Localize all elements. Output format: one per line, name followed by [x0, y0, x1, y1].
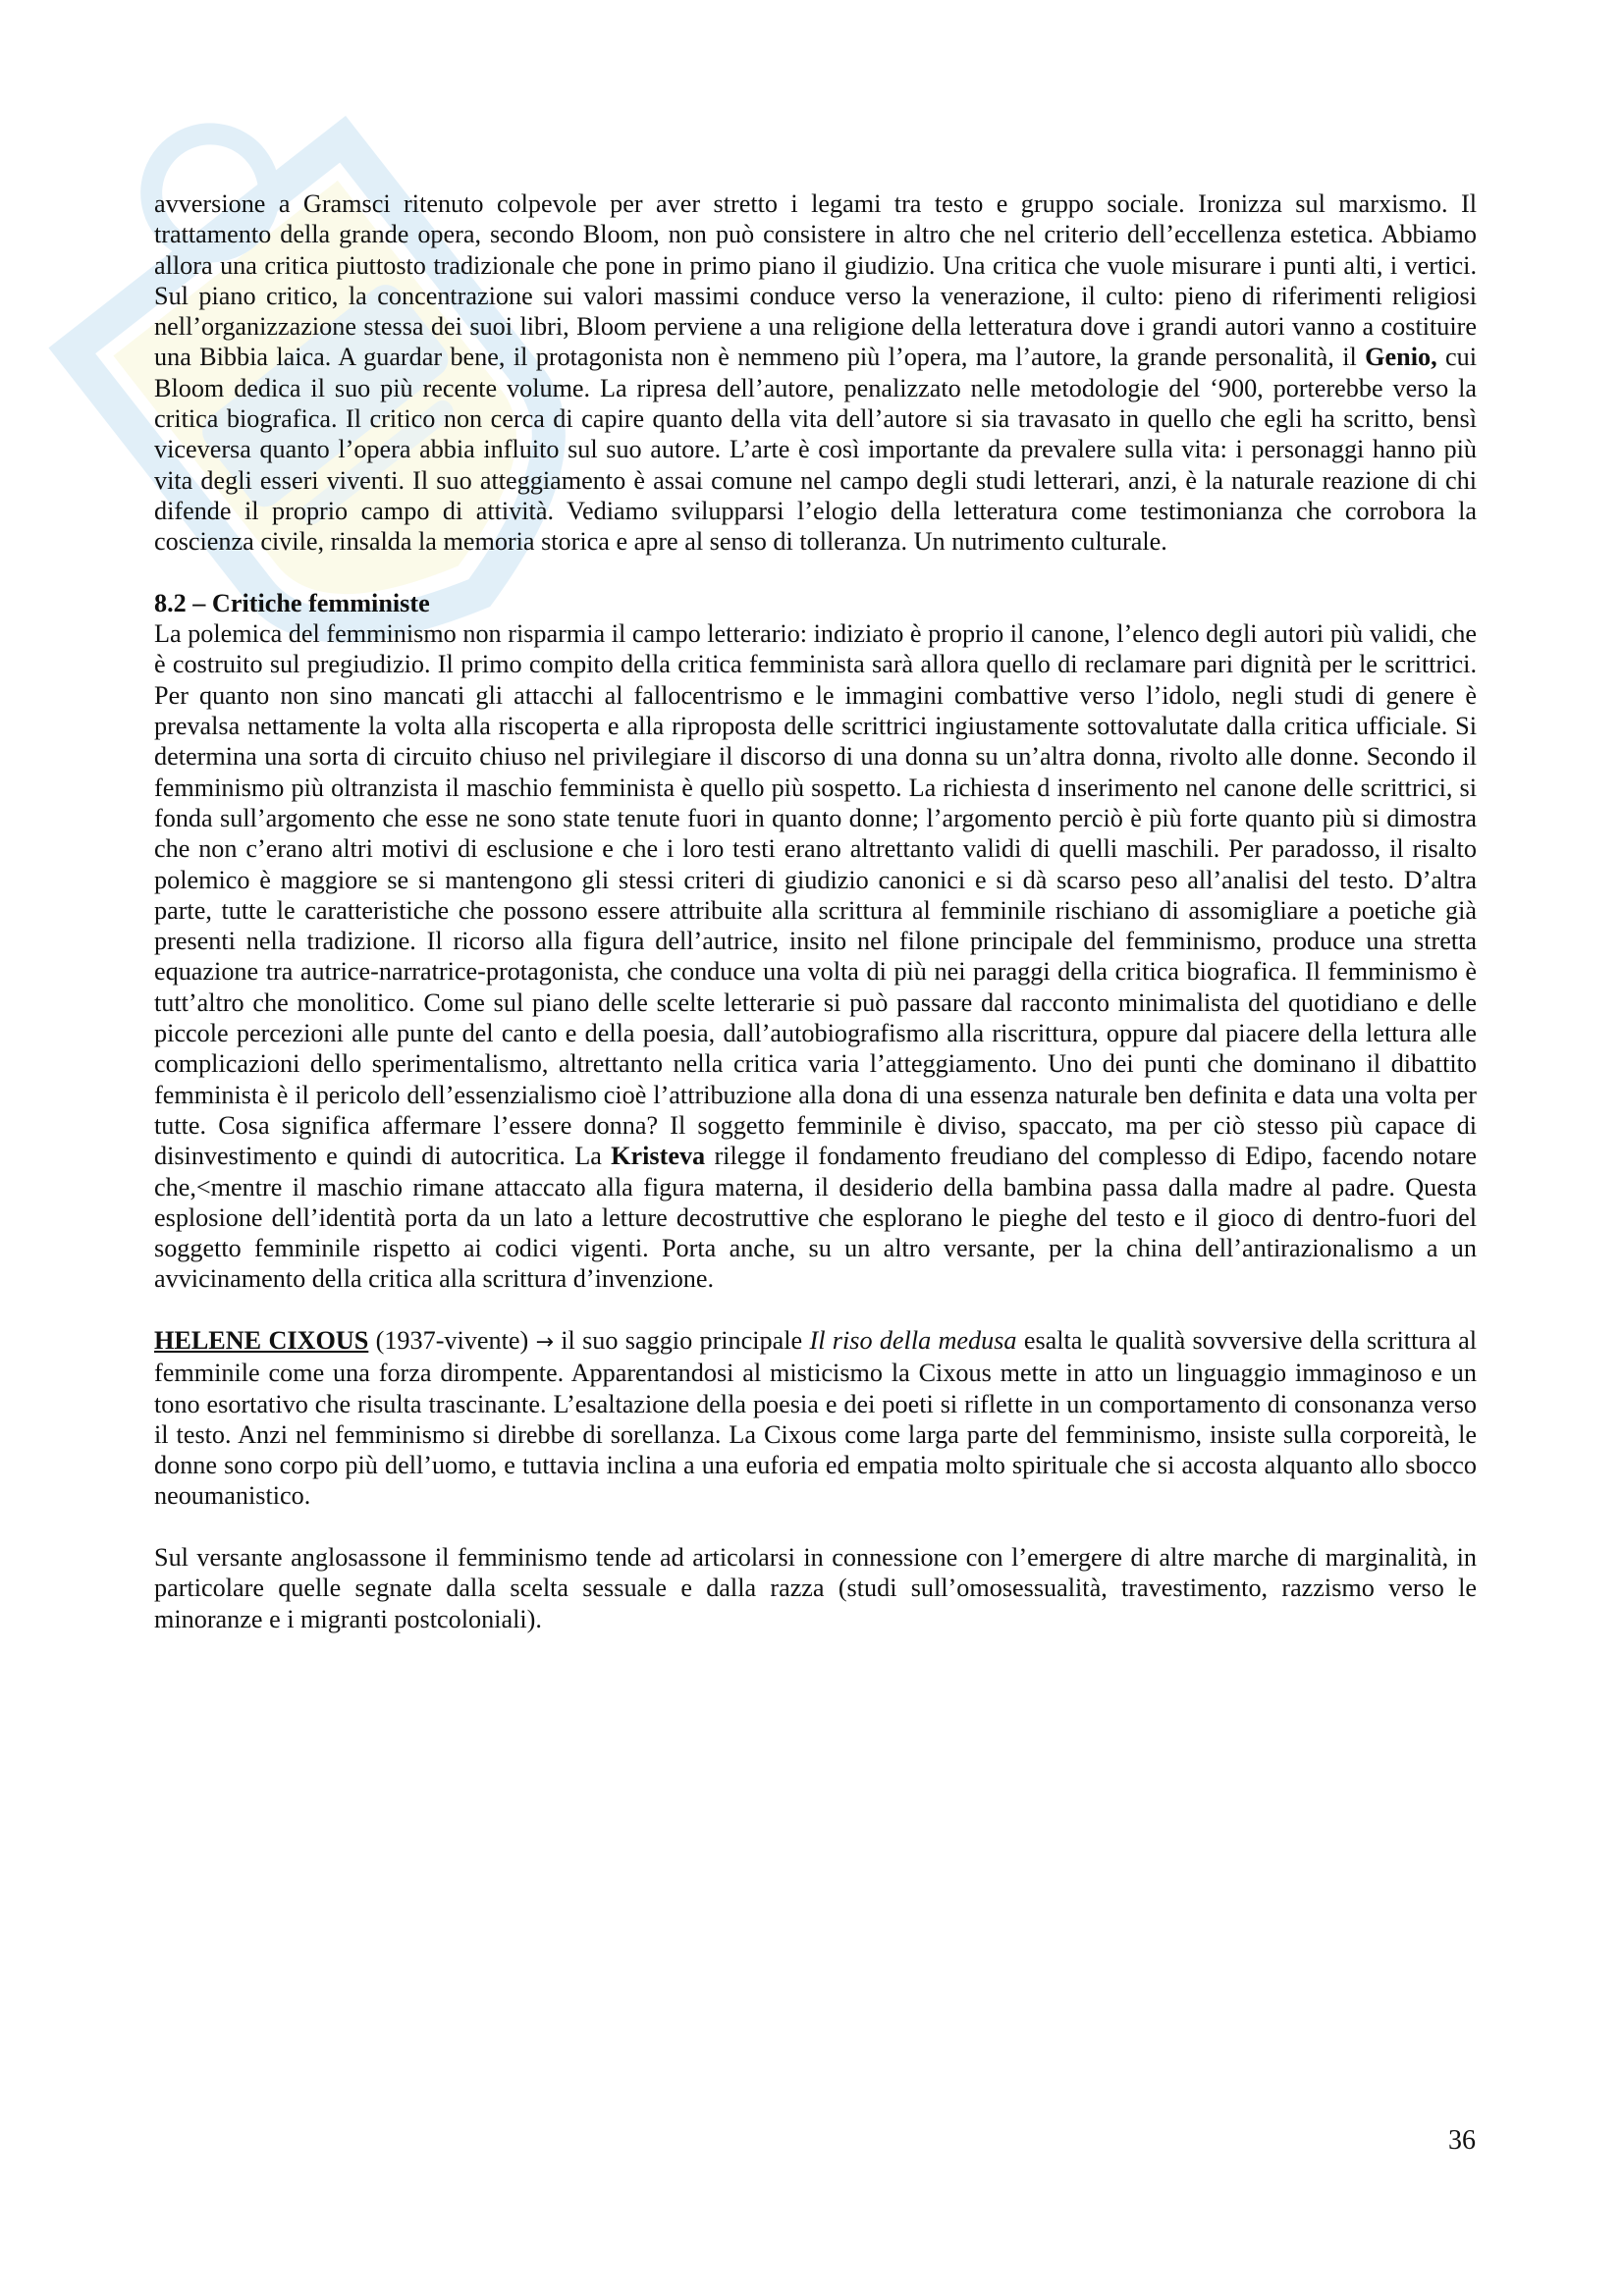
paragraph-text: il suo saggio principale	[553, 1325, 810, 1355]
paragraph-text: rilegge il fondamento freudiano del complesso di Edipo, facendo notare che,<mentre il maschio rimane attaccato alla figura materna, il desiderio della bambina passa dalla madre al padre. Questa esplosione dell’identità porta da un lato a letture decostruttive che esplorano le pieghe del testo e il gioco di dentro-fuori del soggetto femminile rispetto ai codici vigenti. Porta anche, su un altro versante, per la china dell’antirazionalismo a un avvicinamento della critica alla scrittura d’invenzione.	[154, 1142, 1478, 1294]
spacer	[154, 1295, 1477, 1325]
spacer	[154, 558, 1477, 588]
section-heading: 8.2 – Critiche femministe	[154, 588, 430, 617]
paragraph-bloom	[154, 188, 1477, 558]
page-number: 36	[1448, 2125, 1476, 2156]
paragraph-text: La polemica del femminismo non risparmia il campo letterario: indiziato è proprio il canone, l’elenco degli autori più validi, che è costruito sul pregiudizio. Il primo compito della critica femminista sarà allora quello di reclamare pari dignità per le scrittrici. Per quanto non sino mancati gli attacchi al fallocentrismo e le immagini combattive verso l’idolo, negli studi di genere è prevalsa nettamente la volta alla riscoperta e alla riproposta delle scrittrici ingiustamente sottovalutate dalla critica ufficiale. Si determina una sorta di circuito chiuso nel privilegiare il discorso di una donna su un’altra donna, rivolto alle donne. Secondo il femminismo più oltranzista il maschio femminista è quello più sospetto. La richiesta d inserimento nel canone delle scrittrici, si fonda sull’argomento che esse ne sono state tenute fuori in quanto donne; l’argomento perciò è più forte quanto più si dimostra che non c’erano altri motivi di esclusione e che i loro testi erano altrettanto validi di quelli maschili. Per paradosso, il risalto polemico è maggiore se si mantengono gli stessi criteri di giudizio canonici e si dà scarso peso all’analisi del testo. D’altra parte, tutte le caratteristiche che possono essere attribuite alla scrittura al femminile rischiano di assomigliare a poetiche già presenti nella tradizione. Il ricorso alla figura dell’autrice, insito nel filone principale del femminismo, produce una stretta equazione tra autrice-narratrice-protagonista, che conduce una volta di più nei paraggi della critica biografica. Il femminismo è tutt’altro che monolitico. Come sul piano delle scelte letterarie si può passare dal racconto minimalista del quotidiano e delle piccole percezioni alle punte del canto e della poesia, dall’autobiografismo alla riscrittura, oppure dal piacere della lettura alle complicazioni dello sperimentalismo, altrettanto nella critica varia l’atteggiamento. Uno dei punti che dominano il dibattito femminista è il pericolo dell’essenzialismo cioè l’attribuzione alla dona di una essenza naturale ben definita e data una volta per tutte. Cosa significa affermare l’essere donna? Il soggetto femminile è diviso, spaccato, ma per ciò stesso più capace di disinvestimento e quindi di autocritica. La	[154, 619, 1477, 1171]
paragraph-anglosaxon: Sul versante anglosassone il femminismo tende ad articolarsi in connessione con l’emergere di altre marche di marginalità, in particolare quelle segnate dalla scelta sessuale e dalla razza (studi sull’omosessualità, travestimento, razzismo verso le minoranze e i migranti postcoloniali).	[154, 1543, 1477, 1633]
genio-term: Genio,	[1365, 343, 1437, 372]
cixous-name: HELENE CIXOUS	[154, 1325, 369, 1355]
paragraph-text: esalta le qualità sovversive della scrittura al femminile come una forza dirompente. Apparentandosi al misticismo la Cixous mette in atto un linguaggio immaginoso e un tono esortativo che risulta trascinante. L’esaltazione della poesia e dei poeti si riflette in un comportamento di consonanza verso il testo. Anzi nel femminismo si direbbe di sorellanza. La Cixous come larga parte del femminismo, insiste sulla corporeità, le donne sono corpo più dell’uomo, e tuttavia inclina a una euforia ed empatia molto spirituale che si accosta alquanto allo sbocco neoumanistico.	[154, 1325, 1477, 1511]
book-title: Il riso della medusa	[809, 1325, 1017, 1355]
kristeva-name: Kristeva	[611, 1142, 706, 1171]
spacer	[154, 1512, 1477, 1542]
paragraph-feminist-critique	[154, 618, 1477, 1295]
paragraph-text: cui Bloom dedica il suo più recente volume. La ripresa dell’autore, penalizzato nelle metodologie del ‘900, porterebbe verso la critica biografica. Il critico non cerca di capire quanto della vita dell’autore si sia travasato in quello che egli ha scritto, bensì viceversa quanto l’opera abbia influito sul suo autore. L’arte è così importante da prevalere sulla vita: i personaggi hanno più vita degli esseri viventi. Il suo atteggiamento è assai comune nel campo degli studi letterari, anzi, è la naturale reazione di chi difende il proprio campo di attività. Vediamo svilupparsi l’elogio della letteratura come testimonianza che corrobora la coscienza civile, rinsalda la memoria storica e apre al senso di tolleranza. Un nutrimento culturale.	[154, 343, 1477, 557]
document-body	[154, 188, 1477, 1634]
paragraph-text: avversione a Gramsci ritenuto colpevole per aver stretto i legami tra testo e gruppo sociale. Ironizza sul marxismo. Il trattamento della grande opera, secondo Bloom, non può consistere in altro che nel criterio dell’eccellenza estetica. Abbiamo allora una critica piuttosto tradizionale che pone in primo piano il giudizio. Una critica che vuole misurare i punti alti, i vertici. Sul piano critico, la concentrazione sui valori massimi conduce verso la venerazione, il culto: pieno di riferimenti religiosi nell’organizzazione stessa dei suoi libri, Bloom perviene a una religione della letteratura dove i grandi autori vanno a costituire una Bibbia laica. A guardar bene, il protagonista non è nemmeno più l’opera, ma l’autore, la grande personalità, il	[154, 189, 1477, 372]
cixous-dates: (1937-vivente)	[368, 1325, 536, 1355]
arrow-right-icon: →	[535, 1329, 554, 1355]
paragraph-cixous	[154, 1325, 1477, 1512]
